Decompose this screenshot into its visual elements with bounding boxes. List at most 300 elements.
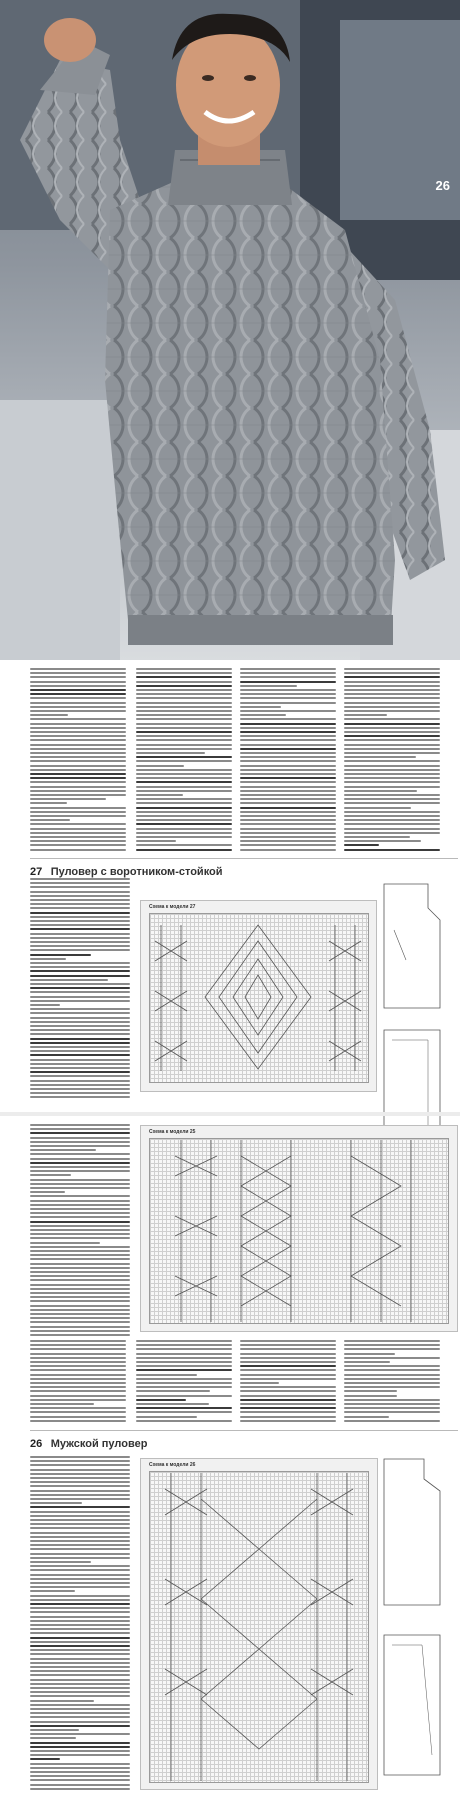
text-line [136,1382,232,1384]
text-line [30,1075,130,1077]
text-line [136,811,232,813]
text-line [344,769,440,771]
text-line [240,769,336,771]
text-line [30,1225,130,1227]
text-line [30,1637,130,1639]
text-line [240,1399,336,1401]
text-line [30,1641,130,1643]
text-line [30,718,126,720]
text-line [30,1183,130,1185]
text-line [30,1212,130,1214]
text-line [30,1200,130,1202]
text-line [30,1771,130,1773]
text-line [30,811,126,813]
text-line [136,685,232,687]
text-line [30,1292,130,1294]
text-line [30,1348,126,1350]
text-line [30,1344,126,1346]
text-line [344,815,440,817]
text-line [30,1687,130,1689]
text-line [30,1187,130,1189]
text-line [30,1670,130,1672]
text-line [30,1008,130,1010]
text-line [344,840,421,842]
text-line [30,828,126,830]
text-line [30,781,126,783]
text-line [136,832,232,834]
text-line [136,840,176,842]
text-line [344,1390,397,1392]
text-line [30,1498,130,1500]
text-line [30,1460,130,1462]
text-line [30,1166,130,1168]
text-line [30,975,130,977]
text-line [30,735,126,737]
text-line [240,748,336,750]
text-line [30,1096,130,1098]
text-line [30,1561,91,1563]
text-line [240,718,336,720]
text-line [30,1565,130,1567]
text-line [30,1679,130,1681]
text-line [30,1683,130,1685]
text-line [30,1628,130,1630]
text-line [136,1420,232,1422]
text-line [30,1246,130,1248]
text-line [30,1477,130,1479]
text-line [30,1216,130,1218]
text-line [30,1456,130,1458]
section-26-heading [30,1434,147,1452]
text-line [344,832,440,834]
text-line [30,1779,130,1781]
text-line [30,1519,130,1521]
text-line [136,1416,197,1418]
text-line [30,1582,130,1584]
text-line [136,823,232,825]
section-26-rule [30,1430,458,1431]
text-line [30,756,126,758]
text-line [30,685,126,687]
text-line [30,1080,130,1082]
text-line [240,672,336,674]
text-line [30,933,130,935]
text-line [30,681,126,683]
text-line [30,1758,60,1760]
text-line [30,983,130,985]
text-line [30,1506,130,1508]
text-line [136,1340,232,1342]
text-line [30,1195,130,1197]
text-line [30,1754,130,1756]
text-line [240,1390,336,1392]
text-line [136,828,232,830]
text-line [30,903,130,905]
text-line [30,1553,130,1555]
text-line [344,681,440,683]
text-line [30,777,126,779]
text-line [30,1012,130,1014]
text-line [30,1326,130,1328]
text-line [30,1141,130,1143]
text-line [30,672,126,674]
text-line [30,773,126,775]
text-line [30,786,126,788]
text-line [30,1158,130,1160]
text-line [240,819,336,821]
text-line [30,1632,130,1634]
text-line [30,954,91,956]
text-line [30,1733,130,1735]
text-line [136,693,232,695]
text-line [240,823,336,825]
text-line [30,1469,130,1471]
text-line [240,802,336,804]
text-line [30,1042,130,1044]
text-line [240,714,286,716]
text-line [136,760,232,762]
text-line [240,702,336,704]
text-line [344,752,440,754]
text-line [30,1071,130,1073]
text-line [30,1674,130,1676]
text-line [30,1050,130,1052]
text-line [240,706,281,708]
text-line [344,836,410,838]
text-line [30,1267,130,1269]
text-line [344,1407,440,1409]
text-line [30,1275,130,1277]
text-line [30,937,130,939]
text-line [30,1229,130,1231]
text-line [30,731,126,733]
text-line [240,828,336,830]
text-line [136,844,232,846]
text-line [30,1254,130,1256]
text-line [136,697,232,699]
text-line [136,773,232,775]
text-line [30,991,130,993]
text-line [30,1204,130,1206]
text-line [30,744,126,746]
text-line [136,794,183,796]
text-line [344,1361,390,1363]
text-line [344,1340,440,1342]
text-line [30,1775,130,1777]
text-line [136,714,232,716]
text-line [30,1088,130,1090]
text-line [240,790,336,792]
text-line [30,1017,130,1019]
text-line [344,1348,440,1350]
text-line [30,912,130,914]
text-line [30,794,126,796]
text-line [344,693,440,695]
text-line [30,1092,130,1094]
text-line [136,1361,232,1363]
text-line [30,1000,130,1002]
text-line [30,1309,130,1311]
text-line [30,1767,130,1769]
text-line [240,807,336,809]
text-line [30,895,130,897]
text-line [136,807,232,809]
text-line [136,748,232,750]
text-line [136,739,232,741]
text-line [240,1386,336,1388]
text-line [30,1603,130,1605]
text-line [136,1399,186,1401]
text-line [30,1649,130,1651]
text-line [136,731,232,733]
text-line [344,777,440,779]
text-line [30,1716,130,1718]
text-line [344,1374,440,1376]
text-line [30,886,130,888]
text-line [344,756,416,758]
knitting-chart-27 [140,900,377,1092]
text-line [136,786,232,788]
text-line [240,697,336,699]
text-line [30,1700,94,1702]
text-line [344,790,417,792]
text-line [240,1395,336,1397]
text-line [30,1473,130,1475]
text-line [240,844,336,846]
text-line [344,697,440,699]
text-line [30,739,126,741]
text-line [30,1029,130,1031]
text-line [344,718,440,720]
text-line [30,823,126,825]
text-line [344,1353,395,1355]
pattern-schematic-27 [378,880,458,1150]
text-line [344,706,440,708]
text-line [30,1174,71,1176]
text-line [30,668,126,670]
chart-25-title: Схема к модели 25 [149,1129,196,1135]
text-line [30,723,126,725]
text-line [344,1411,440,1413]
text-line [344,668,440,670]
text-line [240,1340,336,1342]
text-line [30,1221,130,1223]
section-27-number: 27 [30,866,43,878]
text-line [30,1263,130,1265]
text-line [30,760,126,762]
text-line [30,987,130,989]
text-line [344,773,440,775]
text-line [30,1599,130,1601]
text-line [30,891,130,893]
section-26-number: 26 [30,1438,43,1450]
text-line [240,840,336,842]
text-line [136,1365,232,1367]
text-line [136,1395,232,1397]
text-line [344,685,440,687]
text-line [136,689,232,691]
text-line [344,731,440,733]
text-line [30,1025,130,1027]
text-line [30,1386,126,1388]
text-line [136,802,232,804]
text-line [30,878,130,880]
text-line [240,1420,336,1422]
text-line [344,710,440,712]
text-line [30,1395,126,1397]
text-line [136,1348,232,1350]
text-line [30,1279,130,1281]
text-line [30,702,126,704]
text-line [136,718,232,720]
sweater-illustration [0,0,460,660]
text-line [240,1369,336,1371]
text-line [30,1124,130,1126]
knitting-chart-26 [140,1458,378,1790]
text-line [30,1305,130,1307]
text-line [344,727,440,729]
text-line [344,1382,440,1384]
text-line [344,748,440,750]
text-line [136,777,232,779]
text-line [30,1059,130,1061]
text-line [136,727,232,729]
text-line [30,1403,94,1405]
text-line [30,1645,130,1647]
text-line [30,1191,65,1193]
text-line [136,1411,232,1413]
text-line [136,1374,197,1376]
text-line [30,1300,130,1302]
text-line [30,1574,130,1576]
text-line [240,668,336,670]
text-line [240,1365,336,1367]
text-line [30,1162,130,1164]
text-line [30,916,130,918]
text-line [344,760,440,762]
text-line [30,1063,130,1065]
text-line [30,1784,130,1786]
text-line [136,815,232,817]
text-line [30,1737,76,1739]
text-line [344,1378,440,1380]
text-line [30,1340,126,1342]
text-line [30,1586,130,1588]
text-line [240,744,336,746]
text-line [240,1374,336,1376]
text-line [240,1382,279,1384]
text-line [30,1721,130,1723]
text-line [240,798,336,800]
text-line [30,1033,130,1035]
text-line [136,781,232,783]
text-line [30,1361,126,1363]
text-line [344,807,411,809]
text-line [240,689,336,691]
text-line [240,1411,336,1413]
text-line [240,710,336,712]
text-line [344,1403,440,1405]
text-line [30,1284,130,1286]
text-line [240,676,336,678]
text-line [136,681,232,683]
text-line [30,1132,130,1134]
text-line [136,706,232,708]
text-line [240,752,336,754]
text-line [136,735,232,737]
text-line [30,1317,130,1319]
text-line [30,1532,130,1534]
text-line [136,849,232,851]
chart-27-diamond-motif [141,901,376,1091]
text-line [136,836,232,838]
text-line [344,781,440,783]
text-line [344,689,440,691]
text-line [30,1237,130,1239]
text-line [30,1004,60,1006]
text-line [344,676,440,678]
text-line [30,970,130,972]
text-line [30,676,126,678]
text-line [30,1208,130,1210]
text-line [240,1344,336,1346]
text-line [136,744,232,746]
text-line [30,1653,130,1655]
text-line [344,802,440,804]
text-line [30,1557,130,1559]
text-line [344,844,379,846]
text-line [30,1523,130,1525]
text-line [344,765,440,767]
text-line [344,823,440,825]
text-line [30,1313,130,1315]
text-line [30,907,130,909]
text-line [240,832,336,834]
text-line [30,1691,130,1693]
text-line [30,1128,130,1130]
text-line [240,777,336,779]
text-line [344,811,440,813]
text-line [344,739,440,741]
text-line [136,676,232,678]
text-line [30,1242,100,1244]
section-27-title: Пуловер с воротником-стойкой [50,866,223,878]
text-line [30,849,126,851]
text-line [240,739,336,741]
text-line [30,1233,130,1235]
text-line [30,790,126,792]
text-line [30,1746,130,1748]
text-line [30,1624,130,1626]
text-line [136,1353,232,1355]
text-line [30,996,130,998]
text-line [136,798,232,800]
text-line [30,1378,126,1380]
text-line [30,836,126,838]
text-line [30,748,126,750]
text-line [30,949,130,951]
text-line [344,1365,440,1367]
text-line [30,1365,126,1367]
text-line [30,1578,130,1580]
text-line [240,773,336,775]
text-line [136,790,232,792]
text-line [30,1145,130,1147]
text-line [240,1416,336,1418]
text-line [30,1330,130,1332]
text-line [344,1395,397,1397]
text-line [30,1382,126,1384]
